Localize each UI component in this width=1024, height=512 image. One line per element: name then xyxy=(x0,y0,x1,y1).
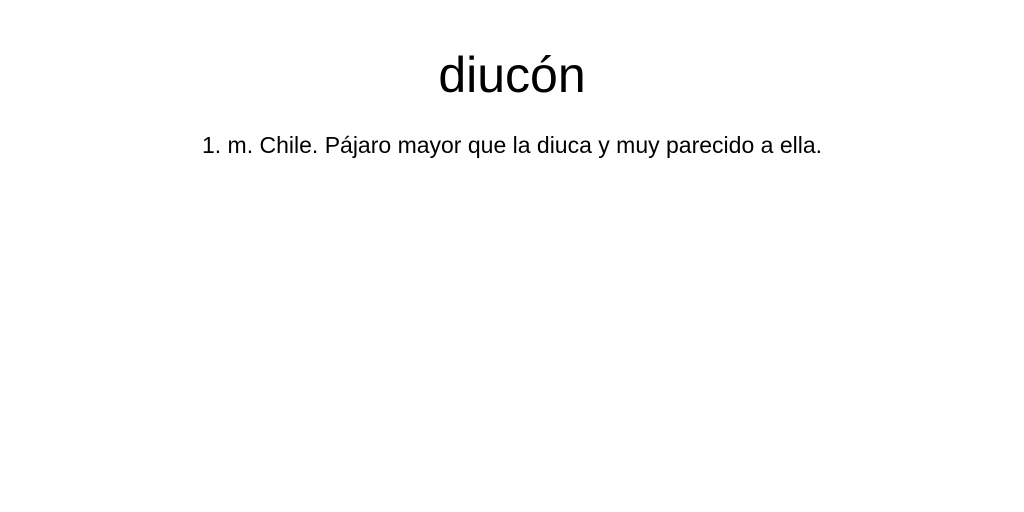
definition-1: 1. m. Chile. Pájaro mayor que la diuca y muy parecido a ella. xyxy=(201,132,823,158)
headword: diucón xyxy=(438,47,586,103)
